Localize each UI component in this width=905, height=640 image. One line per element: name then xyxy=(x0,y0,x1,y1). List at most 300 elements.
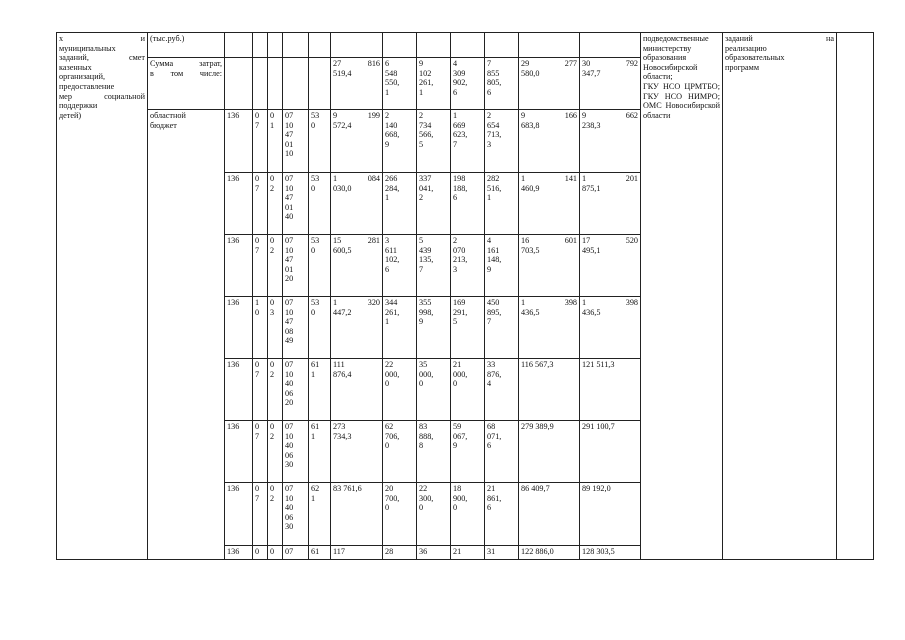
year-y3-cell xyxy=(451,110,485,173)
text-line: 22 xyxy=(419,484,428,493)
text-line: 07 xyxy=(285,298,294,307)
text-line: 9 199 xyxy=(333,111,380,120)
text-line: 300, xyxy=(419,493,434,503)
year-y1-cell xyxy=(383,359,417,421)
year-y6-cell xyxy=(580,421,641,483)
text-line: в том числе: xyxy=(150,68,222,78)
text-line: 669 xyxy=(453,120,466,130)
text-line: 998, xyxy=(419,307,434,317)
text-line: 0 xyxy=(311,183,316,193)
vr-cell xyxy=(309,421,331,483)
text-line: 7 xyxy=(487,317,492,327)
csr-cell xyxy=(283,110,309,173)
year-y6-cell xyxy=(580,110,641,173)
text-line: 6 xyxy=(453,87,458,97)
text-line: 895, xyxy=(487,307,502,317)
budget-table xyxy=(56,32,874,560)
text-line: образования xyxy=(643,53,687,63)
text-line: 436,5 xyxy=(521,307,540,317)
text-line: 111 xyxy=(333,360,345,369)
text-line: 861, xyxy=(487,493,502,503)
text-line: 31 xyxy=(487,547,496,556)
text-line: образовательных xyxy=(725,53,785,63)
text-line: 0 xyxy=(419,503,424,513)
text-line: 136 xyxy=(227,547,240,556)
text-line: х и xyxy=(59,34,145,43)
text-line: бюджет xyxy=(150,120,177,130)
text-line: 0 xyxy=(255,422,260,431)
text-line: 116 567,3 xyxy=(521,360,554,369)
text-line: 136 xyxy=(227,174,240,183)
year-y1-cell xyxy=(383,235,417,297)
text-line: 136 xyxy=(227,484,240,493)
text-line: 30 xyxy=(285,460,294,470)
text-line: 450 xyxy=(487,298,500,307)
text-line: 4 xyxy=(453,59,458,68)
vr-cell xyxy=(309,235,331,297)
text-line: 06 xyxy=(285,512,294,522)
text-line: 2 xyxy=(487,111,492,120)
total-sum-cell xyxy=(331,546,383,560)
text-line: 6 xyxy=(385,264,390,274)
text-line: 10 xyxy=(285,245,294,255)
year-y2-cell xyxy=(417,110,451,173)
year-y4-cell xyxy=(485,173,519,235)
text-line: 36 xyxy=(419,547,428,556)
text-line: 713, xyxy=(487,130,502,140)
text-line: 0 xyxy=(255,111,260,120)
text-line: 188, xyxy=(453,183,468,193)
text-line: 2 xyxy=(270,369,275,379)
text-line: 460,9 xyxy=(521,183,540,193)
grbs-cell xyxy=(225,297,253,359)
text-line: 40 xyxy=(285,212,294,222)
text-line: 611 xyxy=(385,245,397,255)
year-y1-cell xyxy=(383,173,417,235)
text-line: 7 xyxy=(453,139,458,149)
text-line: детей) xyxy=(59,110,82,120)
text-line: 7 xyxy=(255,431,260,441)
pr-cell xyxy=(268,359,283,421)
text-line: 855 xyxy=(487,68,500,78)
rz-cell xyxy=(253,421,268,483)
text-line: 902, xyxy=(453,78,468,88)
text-line: 29 277 xyxy=(521,59,577,68)
text-line: 30 xyxy=(285,522,294,532)
empty-code-cell xyxy=(268,58,283,110)
year-y4-cell xyxy=(485,546,519,560)
pr-cell xyxy=(268,173,283,235)
year-y6-cell xyxy=(580,297,641,359)
text-line: 83 xyxy=(419,422,428,431)
text-line: заданий, смет xyxy=(59,53,145,63)
text-line: 89 192,0 xyxy=(582,484,611,493)
vr-cell xyxy=(309,110,331,173)
year-y3-cell xyxy=(451,297,485,359)
text-line: 447,2 xyxy=(333,307,352,317)
text-line: мер социальной xyxy=(59,91,145,101)
text-line: 07 xyxy=(285,360,294,369)
text-line: 0 xyxy=(255,174,260,183)
text-line: ОМС Новосибирской xyxy=(643,101,720,111)
text-line: 136 xyxy=(227,236,240,245)
year-y2-cell xyxy=(417,421,451,483)
vr-cell xyxy=(309,173,331,235)
text-line: 623, xyxy=(453,130,468,140)
executors-cell xyxy=(641,33,723,560)
text-line: 47 xyxy=(285,255,294,265)
text-line: ГКУ НСО НИМРО; xyxy=(643,91,720,101)
text-line: 0 xyxy=(255,547,260,556)
year-y5-cell xyxy=(519,359,580,421)
year-y2-cell xyxy=(417,546,451,560)
text-line: 1 084 xyxy=(333,174,380,183)
total-sum-cell xyxy=(331,359,383,421)
text-line: 2 xyxy=(270,183,275,193)
result-cell xyxy=(723,33,837,560)
rz-cell xyxy=(253,483,268,546)
text-line: Новосибирской xyxy=(643,62,698,72)
text-line: области xyxy=(643,110,671,120)
text-line: 7 xyxy=(419,264,424,274)
year-y1-cell xyxy=(383,58,417,110)
text-line: 1 xyxy=(270,120,275,130)
text-line: 4 xyxy=(487,379,492,389)
text-line: 4 xyxy=(487,236,492,245)
text-line: 3 xyxy=(453,264,458,274)
text-line: 6 xyxy=(385,59,390,68)
text-line: 86 409,7 xyxy=(521,484,550,493)
text-line: 07 xyxy=(285,547,294,556)
text-line: 08 xyxy=(285,326,294,336)
total-sum-cell xyxy=(331,235,383,297)
text-line: 59 xyxy=(453,422,462,431)
text-line: 900, xyxy=(453,493,468,503)
text-line: 07 xyxy=(285,236,294,245)
year-y4-cell xyxy=(485,421,519,483)
text-line: казенных xyxy=(59,62,92,72)
text-line: 284, xyxy=(385,183,400,193)
year-y6-cell xyxy=(580,235,641,297)
text-line: 0 xyxy=(270,360,275,369)
rz-cell xyxy=(253,173,268,235)
text-line: министерству xyxy=(643,43,692,53)
year-y3-cell xyxy=(451,359,485,421)
text-line: 2 xyxy=(419,111,424,120)
empty-code-cell xyxy=(309,58,331,110)
text-line: 40 xyxy=(285,379,294,389)
year-y5-cell xyxy=(519,110,580,173)
vr-cell xyxy=(309,483,331,546)
csr-cell xyxy=(283,297,309,359)
text-line: 21 xyxy=(453,547,462,556)
year-y3-cell xyxy=(451,235,485,297)
text-line: 668, xyxy=(385,130,400,140)
year-y4-cell xyxy=(485,359,519,421)
text-line: 700, xyxy=(385,493,400,503)
text-line: 27 816 xyxy=(333,59,380,68)
year-y3-cell xyxy=(451,58,485,110)
text-line: 3 xyxy=(385,236,390,245)
total-sum-cell xyxy=(331,173,383,235)
grbs-cell xyxy=(225,359,253,421)
pr-cell xyxy=(268,110,283,173)
text-line: 439 xyxy=(419,245,432,255)
year-y4-cell xyxy=(485,235,519,297)
csr-cell xyxy=(283,421,309,483)
year-y6-cell xyxy=(580,173,641,235)
year-y6-cell xyxy=(580,359,641,421)
text-line: 0 xyxy=(255,236,260,245)
text-line: 2 xyxy=(453,236,458,245)
budget-source-cell xyxy=(148,110,225,560)
text-line: 47 xyxy=(285,130,294,140)
text-line: 0 xyxy=(270,111,275,120)
text-line: 07 xyxy=(285,111,294,120)
text-line: 495,1 xyxy=(582,245,601,255)
empty-code-cell xyxy=(253,58,268,110)
text-line: 266 xyxy=(385,174,398,183)
csr-cell xyxy=(283,173,309,235)
year-y2-cell xyxy=(417,58,451,110)
text-line: 282 xyxy=(487,174,500,183)
text-line: предоставление xyxy=(59,81,115,91)
text-line: 135, xyxy=(419,255,434,265)
text-line: 10 xyxy=(285,149,294,159)
text-line: 0 xyxy=(453,379,458,389)
text-line: 40 xyxy=(285,441,294,451)
text-line: 83 761,6 xyxy=(333,484,362,493)
text-line: ГКУ НСО ЦРМТБО; xyxy=(643,81,720,91)
text-line: 136 xyxy=(227,298,240,307)
text-line: 62 xyxy=(385,422,394,431)
text-line: 10 xyxy=(285,369,294,379)
text-line: 261, xyxy=(385,307,400,317)
text-line: 1 xyxy=(385,87,390,97)
text-line: 580,0 xyxy=(521,68,540,78)
text-line: 309 xyxy=(453,68,466,78)
csr-cell xyxy=(283,546,309,560)
text-line: 136 xyxy=(227,422,240,431)
text-line: 067, xyxy=(453,431,468,441)
text-line: 01 xyxy=(285,202,294,212)
year-y4-cell xyxy=(485,297,519,359)
text-line: 1 398 xyxy=(521,298,577,307)
text-line: 33 xyxy=(487,360,496,369)
text-line: организаций, xyxy=(59,72,106,82)
text-line: 0 xyxy=(311,245,316,255)
text-line: 1 xyxy=(419,87,424,97)
text-line: 53 xyxy=(311,236,320,245)
year-y4-cell xyxy=(485,58,519,110)
text-line: 0 xyxy=(270,298,275,307)
text-line: 10 xyxy=(285,120,294,130)
text-line: 344 xyxy=(385,298,398,307)
year-y6-cell xyxy=(580,546,641,560)
text-line: 213, xyxy=(453,255,468,265)
text-line: 9 xyxy=(453,441,458,451)
total-sum-cell xyxy=(331,297,383,359)
year-y2-cell xyxy=(417,173,451,235)
text-line: 703,5 xyxy=(521,245,540,255)
text-line: 2 xyxy=(270,493,275,503)
text-line: поддержки xyxy=(59,101,98,111)
text-line: 10 xyxy=(285,493,294,503)
text-line: 148, xyxy=(487,255,502,265)
header-row xyxy=(57,33,874,58)
text-line: 20 xyxy=(385,484,394,493)
text-line: 550, xyxy=(385,78,400,88)
year-y2-cell xyxy=(417,235,451,297)
text-line: заданий на xyxy=(725,34,834,43)
text-line: 07 xyxy=(285,174,294,183)
rz-cell xyxy=(253,110,268,173)
text-line: 9 166 xyxy=(521,111,577,120)
text-line: 1 201 xyxy=(582,174,638,183)
text-line: 030,0 xyxy=(333,183,352,193)
text-line: 53 xyxy=(311,174,320,183)
text-line: 1 320 xyxy=(333,298,380,307)
vr-cell xyxy=(309,297,331,359)
text-line: 070 xyxy=(453,245,466,255)
rz-cell xyxy=(253,235,268,297)
text-line: 1 xyxy=(255,298,260,307)
text-line: 3 xyxy=(487,139,492,149)
text-line: 3 xyxy=(270,307,275,317)
text-line: 1 xyxy=(385,193,390,203)
text-line: 20 xyxy=(285,274,294,284)
total-sum-cell xyxy=(331,421,383,483)
text-line: 62 xyxy=(311,484,320,493)
text-line: 6 xyxy=(487,503,492,513)
text-line: 347,7 xyxy=(582,68,601,78)
text-line: 21 xyxy=(487,484,496,493)
text-line: 291 100,7 xyxy=(582,422,615,431)
pr-cell xyxy=(268,421,283,483)
text-line: 161 xyxy=(487,245,500,255)
text-line: 5 xyxy=(453,317,458,327)
text-line: 0 xyxy=(270,422,275,431)
pr-cell xyxy=(268,235,283,297)
text-line: 10 xyxy=(285,183,294,193)
text-line: Сумма затрат, xyxy=(150,59,222,68)
text-line: 2 xyxy=(385,111,390,120)
total-sum-cell xyxy=(331,110,383,173)
text-line: 10 xyxy=(285,307,294,317)
text-line: 261, xyxy=(419,78,434,88)
text-line: 68 xyxy=(487,422,496,431)
text-line: 888, xyxy=(419,431,434,441)
text-line: 35 xyxy=(419,360,428,369)
text-line: 876, xyxy=(487,369,502,379)
text-line: 8 xyxy=(419,441,424,451)
text-line: 17 520 xyxy=(582,236,638,245)
text-line: 0 xyxy=(270,174,275,183)
year-y6-cell xyxy=(580,58,641,110)
pr-cell xyxy=(268,483,283,546)
year-y2-cell xyxy=(417,359,451,421)
year-y1-cell xyxy=(383,297,417,359)
grbs-cell xyxy=(225,235,253,297)
event-name-cell xyxy=(57,33,148,560)
text-line: 40 xyxy=(285,503,294,513)
text-line: 355 xyxy=(419,298,432,307)
csr-cell xyxy=(283,235,309,297)
text-line: 7 xyxy=(255,183,260,193)
year-y2-cell xyxy=(417,297,451,359)
year-y1-cell xyxy=(383,483,417,546)
text-line: 654 xyxy=(487,120,500,130)
text-line: 273 xyxy=(333,422,346,431)
text-line: подведомственные xyxy=(643,34,709,43)
year-y4-cell xyxy=(485,483,519,546)
year-y1-cell xyxy=(383,546,417,560)
csr-cell xyxy=(283,483,309,546)
text-line: 9 662 xyxy=(582,111,638,120)
year-y3-cell xyxy=(451,483,485,546)
text-line: 6 xyxy=(487,87,492,97)
year-y5-cell xyxy=(519,421,580,483)
text-line: 1 398 xyxy=(582,298,638,307)
text-line: 1 xyxy=(487,193,492,203)
text-line: 9 xyxy=(487,264,492,274)
text-line: 6 xyxy=(453,193,458,203)
text-line: 07 xyxy=(285,484,294,493)
vr-cell xyxy=(309,546,331,560)
rz-cell xyxy=(253,546,268,560)
text-line: 117 xyxy=(333,547,345,556)
year-y1-cell xyxy=(383,110,417,173)
text-line: 0 xyxy=(270,547,275,556)
text-line: областной xyxy=(150,111,186,120)
year-y5-cell xyxy=(519,58,580,110)
text-line: 000, xyxy=(419,369,434,379)
text-line: 566, xyxy=(419,130,434,140)
text-line: 734,3 xyxy=(333,431,352,441)
text-line: 6 xyxy=(487,441,492,451)
year-y1-cell xyxy=(383,421,417,483)
empty-cell xyxy=(837,33,874,560)
text-line: 49 xyxy=(285,336,294,346)
text-line: 06 xyxy=(285,450,294,460)
text-line: 9 xyxy=(419,317,424,327)
text-line: 16 601 xyxy=(521,236,577,245)
text-line: 519,4 xyxy=(333,68,352,78)
text-line: 1 xyxy=(453,111,458,120)
vr-cell xyxy=(309,359,331,421)
text-line: 28 xyxy=(385,547,394,556)
text-line: 0 xyxy=(453,503,458,513)
text-line: программ xyxy=(725,62,760,72)
text-line: 7 xyxy=(255,493,260,503)
unit-cell: (тыс.руб.) xyxy=(148,33,225,58)
year-y4-cell xyxy=(485,110,519,173)
total-sum-cell xyxy=(331,58,383,110)
text-line: 169 xyxy=(453,298,466,307)
text-line: 30 792 xyxy=(582,59,638,68)
text-line: 875,1 xyxy=(582,183,601,193)
text-line: 01 xyxy=(285,139,294,149)
text-line: 0 xyxy=(311,120,316,130)
text-line: 0 xyxy=(385,503,390,513)
text-line: 122 886,0 xyxy=(521,547,554,556)
text-line: 06 xyxy=(285,388,294,398)
year-y3-cell xyxy=(451,546,485,560)
year-y6-cell xyxy=(580,483,641,546)
text-line: 10 xyxy=(285,431,294,441)
text-line: 140 xyxy=(385,120,398,130)
text-line: 2 xyxy=(419,193,424,203)
